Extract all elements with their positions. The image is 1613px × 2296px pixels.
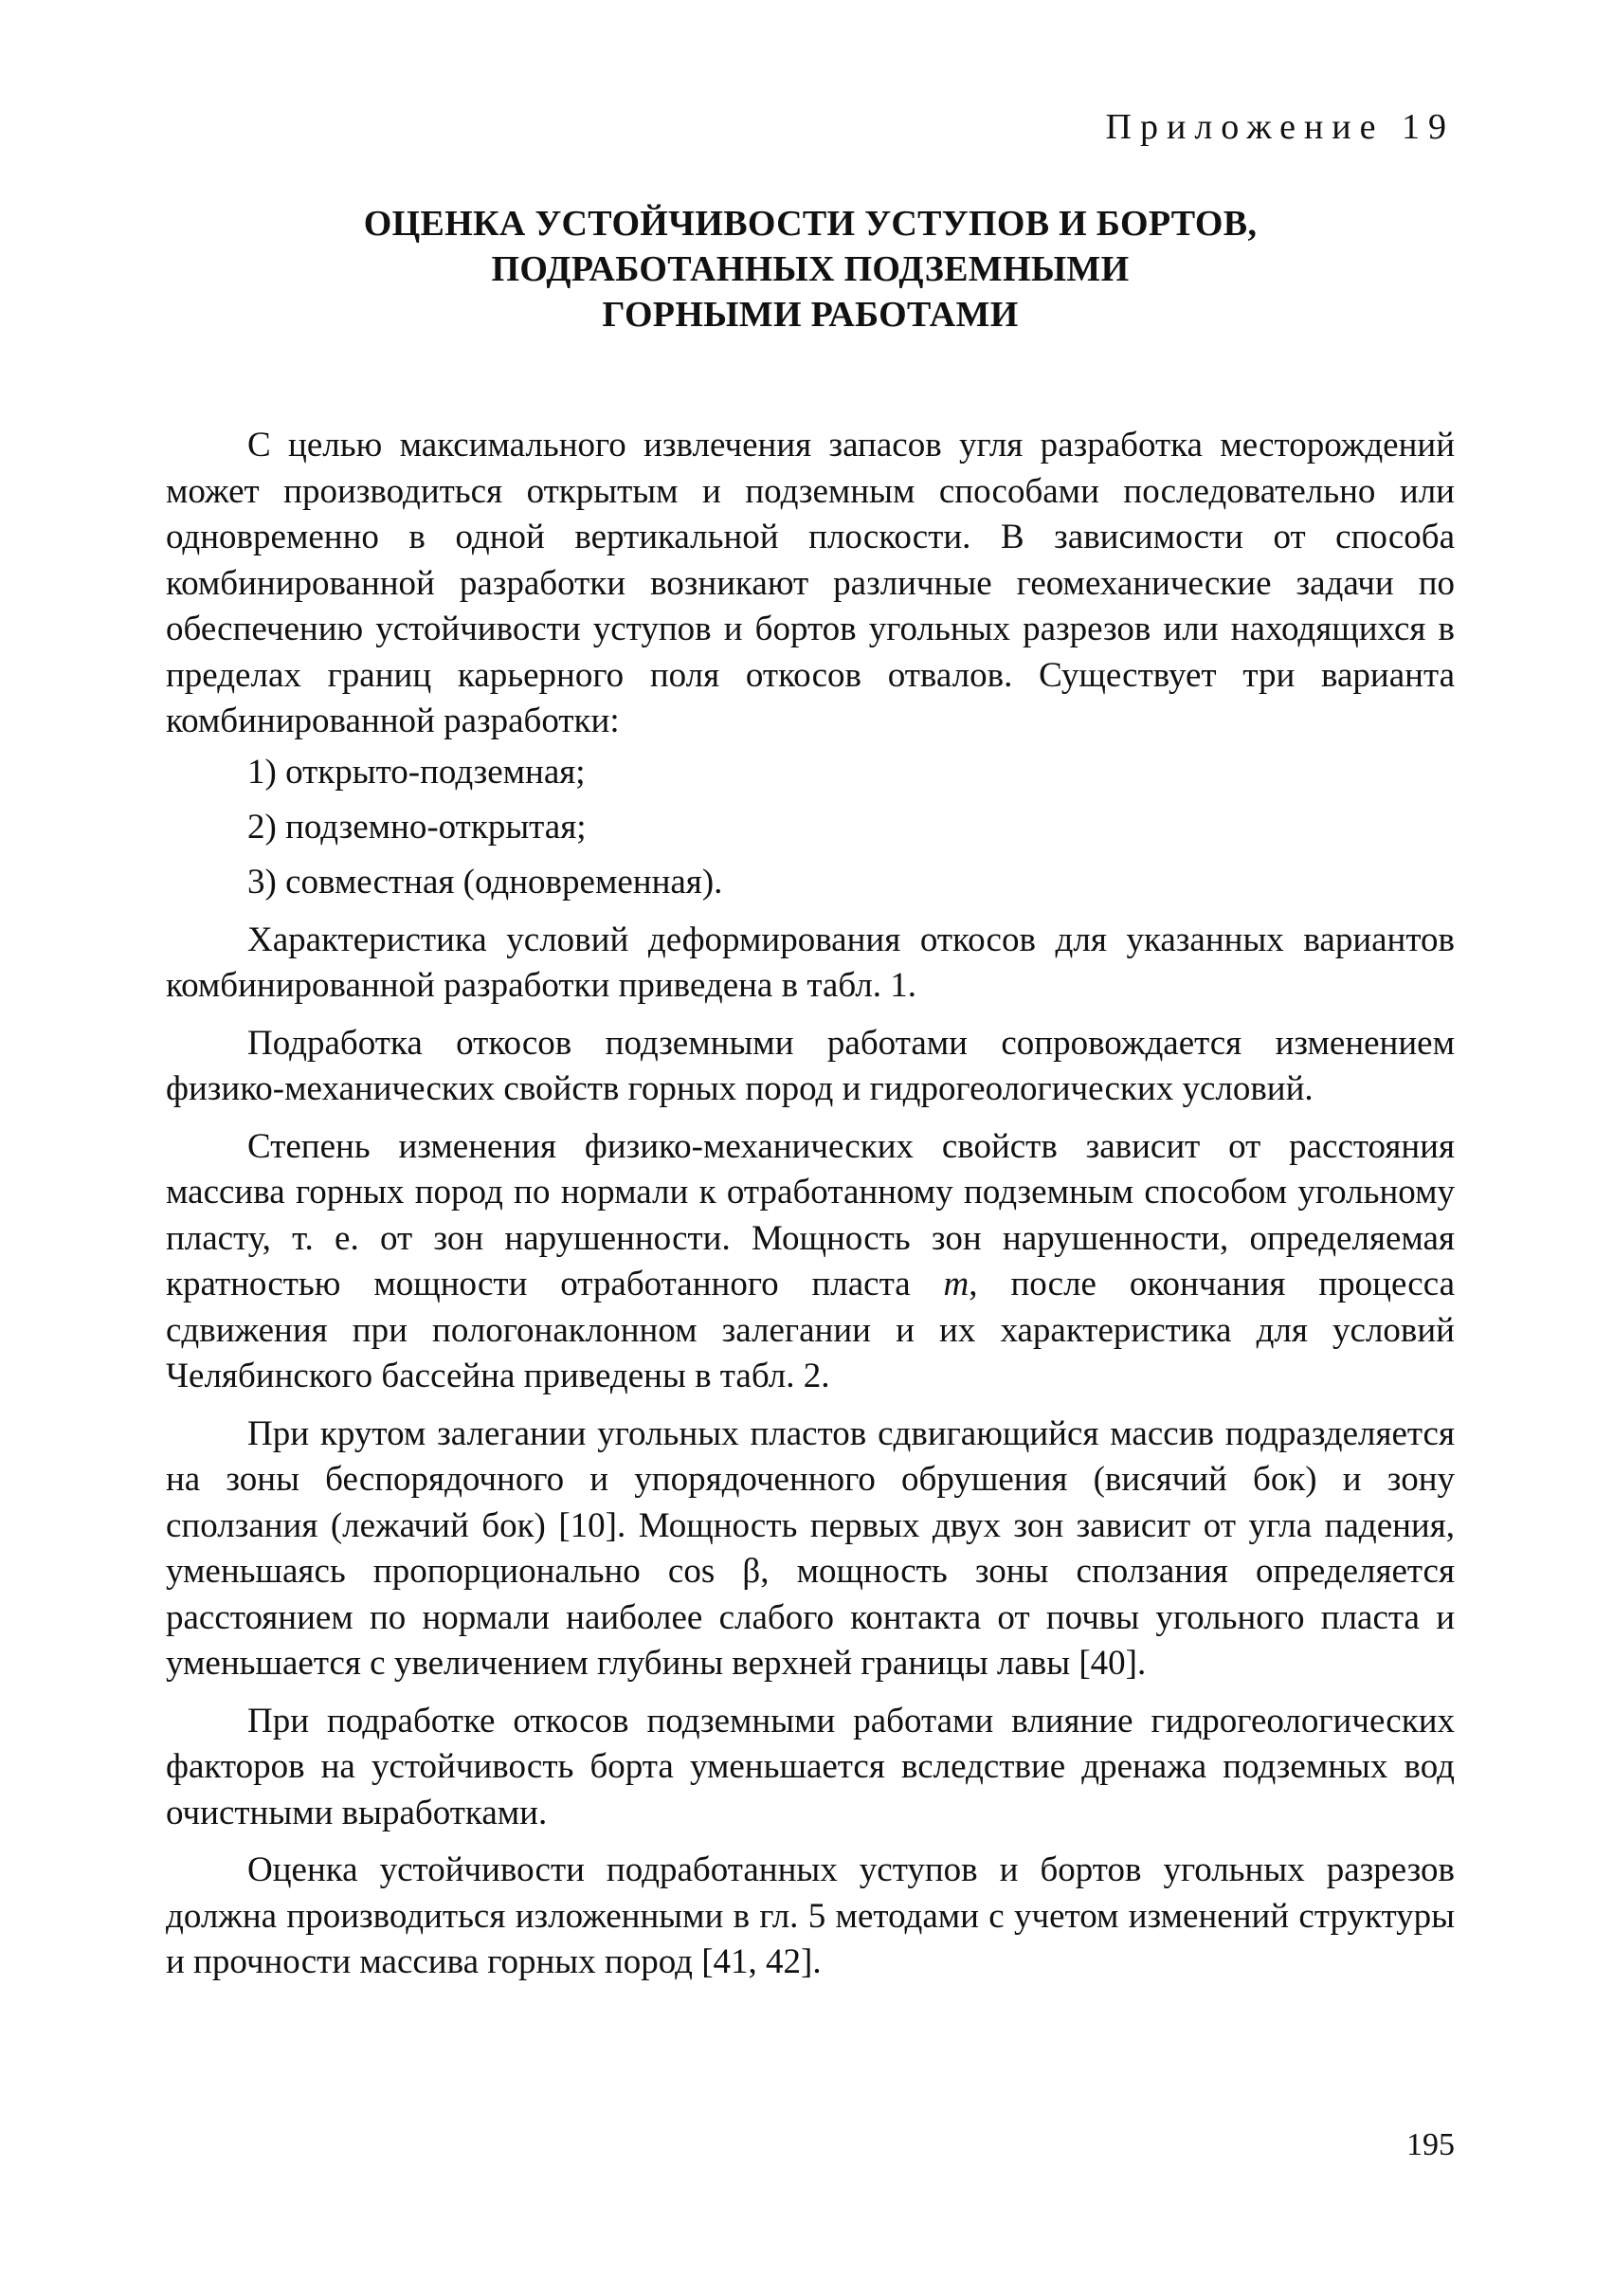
page-number: 195 <box>1406 2127 1455 2162</box>
paragraph-disturbance-zones <box>166 1124 1455 1400</box>
appendix-label: Приложение 19 <box>1105 107 1455 147</box>
list-item-2: 2) подземно-открытая; <box>247 807 587 847</box>
seam-thickness-symbol: m <box>943 1265 970 1303</box>
body-text <box>166 423 1455 1997</box>
paragraph-intro: С целью максимального извлечения запасов угля разработка месторождений может производиться открытым и подземным способами последовательно или одновременно в одной вертикальной плоскости. В зависимости от способа комбинированной разработки возникают различные геомеханические задачи по обеспечению устойчивости уступов и бортов угольных разрезов или находящихся в пределах границ карьерного поля откосов отвалов. Существует три варианта комбинированной разработки: <box>166 426 1455 740</box>
paragraph-hydrogeology: При подработке откосов подземными работами влияние гидрогеологических факторов на устойчивость борта уменьшается вследствие дренажа подземных вод очистными выработками. <box>166 1701 1455 1832</box>
title-line-2: ПОДРАБОТАННЫХ ПОДЗЕМНЫМИ <box>491 249 1130 289</box>
paragraph-disturbance-zones-text-b: , после окончания процесса сдвижения при пологонаклонном залегании и их характеристика для условий Челябинского бассейна приведены в табл. 2. <box>166 1265 1456 1395</box>
paragraph-disturbance-zones-text-a: Степень изменения физико-механических свойств зависит от расстояния массива горных пород по нормали к отработанному подземным способом угольному пласту, т. е. от зон нарушенности. Мощность зон нарушенности, определяемая кратностью мощности отработанного пласта <box>166 1126 1455 1303</box>
title-line-1: ОЦЕНКА УСТОЙЧИВОСТИ УСТУПОВ И БОРТОВ, <box>363 204 1258 244</box>
paragraph-stability-assessment: Оценка устойчивости подработанных уступов и бортов угольных разрезов должна производиться изложенными в гл. 5 методами с учетом изменений структуры и прочности массива горных пород [41, 42]. <box>166 1850 1455 1981</box>
document-page <box>166 95 1455 2228</box>
paragraph-steep-seams: При крутом залегании угольных пластов сдвигающийся массив подразделяется на зоны беспорядочного и упорядоченного обрушения (висячий бок) и зону сползания (лежачий бок) [10]. Мощность первых двух зон зависит от угла падения, уменьшаясь пропорционально cos β, мощность зоны сползания определяется расстоянием по нормали наиболее слабого контакта от почвы угольного пласта и уменьшается с увеличением глубины верхней границы лавы [40]. <box>166 1413 1455 1683</box>
list-item-1: 1) открыто-подземная; <box>247 752 586 792</box>
paragraph-table-reference: Характеристика условий деформирования откосов для указанных вариантов комбинированной разработки приведена в табл. 1. <box>166 920 1455 1005</box>
title-line-3: ГОРНЫМИ РАБОТАМИ <box>602 295 1019 335</box>
page-title <box>166 201 1455 337</box>
list-item-3: 3) совместная (одновременная). <box>247 862 723 902</box>
paragraph-undermining: Подработка откосов подземными работами сопровождается изменением физико-механических свойств горных пород и гидрогеологических условий. <box>166 1023 1455 1108</box>
